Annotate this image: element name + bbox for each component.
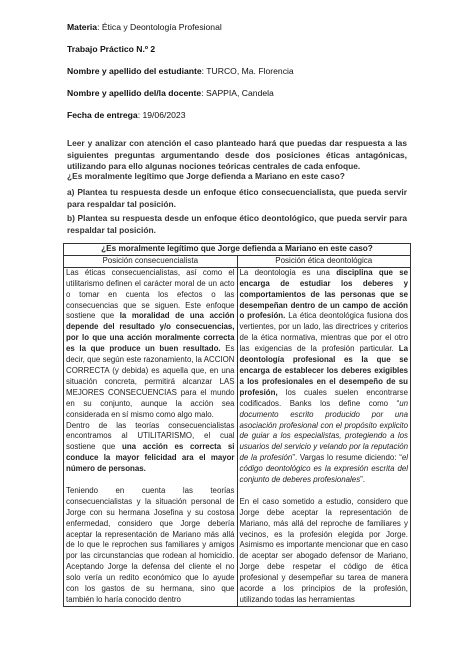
docente-line xyxy=(67,88,274,99)
comparison-table xyxy=(63,243,411,607)
text-run: Las éticas consecuencialistas, así como el utilitarismo definen el carácter moral de un acto o tomar en cuenta los efectos o las consecuencias que se siguen. Este enfoque sostiene que xyxy=(66,267,235,321)
text-run: La deontología es una xyxy=(239,267,337,277)
deontologica-paragraph-1 xyxy=(240,268,409,486)
column-header-deontologica: Posición ética deontológica xyxy=(237,255,411,267)
fecha-line xyxy=(67,110,185,121)
text-run: los cuales suelen encontrarse codificados. Banks los define como “ xyxy=(239,387,408,408)
text-run: Dentro de las teorías consecuencialistas encontramos al UTILITARISMO, el cual sostiene que xyxy=(66,420,235,452)
text-run: ”. xyxy=(360,475,365,485)
fecha-value: : 19/06/2023 xyxy=(137,110,186,120)
text-run-italic: el código deontológico es la expresión escrita del conjunto de deberes profesionales xyxy=(239,453,408,485)
question-b: b) Plantea su respuesta desde un enfoque ético deontológico, que pueda servir para respaldar tal posición. xyxy=(67,213,407,235)
estudiante-line xyxy=(67,66,294,77)
docente-label: Nombre y apellido del/la docente xyxy=(67,88,202,98)
consecuencialista-paragraph-1 xyxy=(66,268,235,421)
text-run: La ética deontológica fusiona dos vertientes, por un lado, las directrices y criterios de la ética normativa, mientras que por el otro las exigencias de la profesión particular. xyxy=(239,311,408,354)
consecuencialista-paragraph-3: Teniendo en cuenta las teorías consecuencialistas y la situación personal de Jorge con su hermana Josefina y su costosa enfermedad, considero que Jorge debería aceptar la representación de Mariano más allá de lo que le reprochen sus familiares y amigos por las circunstancias que rodean al homicidio. Aceptando Jorge la defensa del cliente el no solo vería un redito económico que lo ayude con los gastos de su hermana, sino que también lo haría conocido dentro xyxy=(66,485,235,604)
text-run: es aquella que, en una situación concreta, permitirá alcanzar xyxy=(66,365,235,386)
text-run: LAS MEJORES CONSECUENCIAS xyxy=(66,376,235,397)
main-question: ¿Es moralmente legítimo que Jorge defienda a Mariano en este caso? xyxy=(67,171,345,181)
deontologica-cell xyxy=(237,267,411,606)
text-run: para el mundo en su conjunto, aunque la acción sea considerada en sí mismo como algo malo. xyxy=(66,387,235,419)
materia-label: Materia xyxy=(67,22,98,32)
table-title: ¿Es moralmente legítimo que Jorge defienda a Mariano en este caso? xyxy=(64,244,411,256)
text-run: Es decir, que según este razonamiento, la xyxy=(66,344,235,365)
column-header-consecuencialista: Posición consecuencialista xyxy=(64,255,238,267)
intro-paragraph: Leer y analizar con atención el caso planteado hará que puedas dar respuesta a las siguientes preguntas argumentando desde dos posiciones éticas antagónicas, utilizando para ello algunas nociones teóricas centrales de cada enfoque. xyxy=(67,138,407,172)
fecha-label: Fecha de entrega xyxy=(67,110,138,120)
docente-value: : SAPPIA, Candela xyxy=(201,88,274,98)
text-run: ACCION CORRECTA (y debida) xyxy=(66,355,235,375)
estudiante-value: : TURCO, Ma. Florencia xyxy=(201,66,294,76)
text-run-bold: una acción es correcta si conduce la mayor felicidad ara el mayor número de personas. xyxy=(66,442,235,474)
spacer xyxy=(66,475,235,486)
consecuencialista-cell xyxy=(64,267,238,606)
deontologica-paragraph-2: En el caso sometido a estudio, considero que Jorge debe aceptar la representación de Mariano, más allá del reproche de familiares y vecinos, es la profesión elegida por Jorge. Asimismo es importante mencionar que en caso de aceptar ser abogado defensor de Mariano, Jorge debe respetar el código de ética profesional y desempeñar su tarea de manera acorde a los principios de la profesión, utilizando todas las herramientas xyxy=(239,496,408,604)
materia-line xyxy=(67,22,222,33)
trabajo-line xyxy=(67,44,155,55)
text-run-bold: La deontología profesional es la que se encarga de establecer los deberes exigibles a los profesionales en el desempeño de su profesión, xyxy=(239,344,408,397)
consecuencialista-paragraph-2 xyxy=(66,421,235,476)
question-a: a) Plantea tu respuesta desde un enfoque ético consecuencialista, que pueda servir para respaldar tal posición. xyxy=(67,187,407,209)
estudiante-label: Nombre y apellido del estudiante xyxy=(67,66,202,76)
text-run-bold: la moralidad de una acción depende del resultado y/o consecuencias, por lo que una acción moralmente correcta es la que produce un buen resultado. xyxy=(66,311,235,354)
text-run: ”. Vargas lo resume diciendo: “ xyxy=(292,453,402,463)
spacer xyxy=(240,486,409,497)
text-run-italic: un documento escrito producido por una asociación profesional con el propósito explicito de guiar a los especialistas, protegiendo a los usuarios del servicio y velando por la reputación de la profesión xyxy=(239,398,408,463)
text-run-bold: disciplina que se encarga de estudiar los deberes y comportamientos de las personas que se desempeñan dentro de un campo de acción o profesión. xyxy=(239,267,408,321)
materia-value: : Ética y Deontología Profesional xyxy=(97,22,222,32)
trabajo-title: Trabajo Práctico N.º 2 xyxy=(67,44,156,54)
